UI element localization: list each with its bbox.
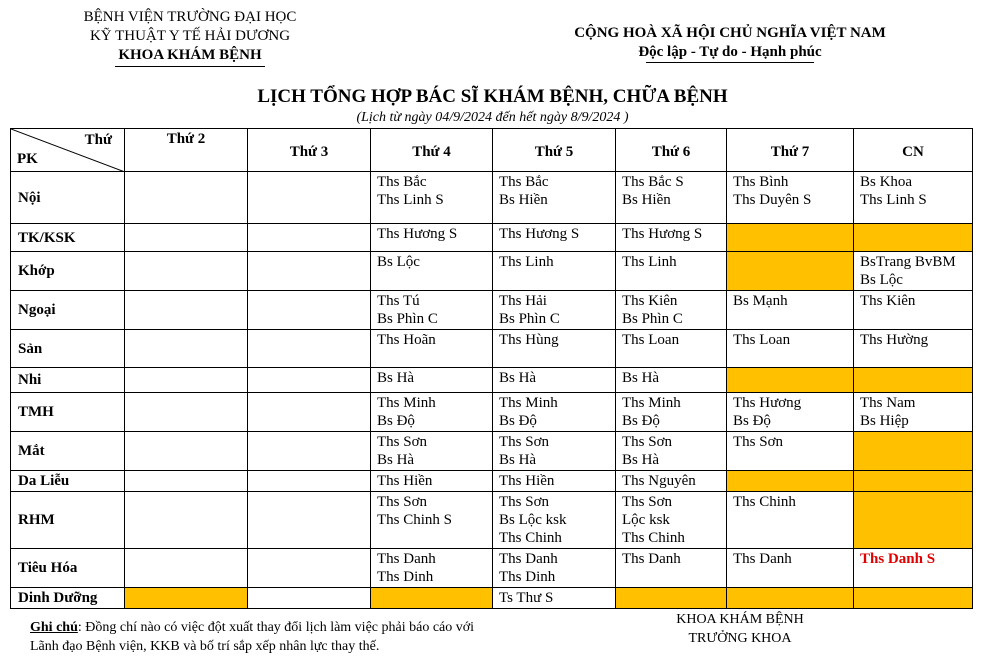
doctor-name: Bs Lộc ksk [499, 512, 567, 528]
schedule-cell [727, 492, 854, 549]
schedule-cell [493, 252, 616, 291]
doctor-name: Ths Chinh [622, 530, 685, 546]
corner-day-label: Thứ [84, 132, 112, 148]
schedule-cell [493, 588, 616, 609]
schedule-cell [125, 588, 248, 609]
schedule-cell [248, 492, 371, 549]
doctor-name: Ths Hoãn [377, 332, 436, 348]
schedule-cell [854, 330, 973, 368]
doctor-name: Ths Linh [499, 254, 554, 270]
table-row [11, 492, 973, 549]
schedule-cell [493, 172, 616, 224]
schedule-cell [371, 393, 493, 432]
schedule-cell [854, 172, 973, 224]
table-row [11, 471, 973, 492]
doctor-name: Ths Hương S [622, 226, 703, 242]
schedule-cell [616, 252, 727, 291]
schedule-cell [854, 471, 973, 492]
schedule-cell [371, 432, 493, 471]
schedule-cell [248, 252, 371, 291]
doctor-name: Bs Phìn C [499, 311, 560, 327]
doctor-name: Ths Linh S [860, 192, 927, 208]
table-row [11, 588, 973, 609]
schedule-cell [727, 330, 854, 368]
day-header: CN [854, 129, 973, 172]
doctor-name: Ths Duyên S [733, 192, 812, 208]
schedule-cell [371, 588, 493, 609]
schedule-cell [371, 549, 493, 588]
schedule-cell [493, 549, 616, 588]
schedule-cell [727, 393, 854, 432]
schedule-cell [616, 492, 727, 549]
department-name: KHOA KHÁM BỆNH [118, 47, 262, 63]
day-header: Thứ 3 [248, 129, 371, 172]
schedule-cell [248, 330, 371, 368]
schedule-cell [727, 172, 854, 224]
schedule-cell [727, 252, 854, 291]
note-text: : Đồng chí nào có việc đột xuất thay đổi lịch làm việc phải báo cáo với Lãnh đạo Bệnh viện, KKB và bố trí sắp xếp nhân lực thay thế. [30, 620, 475, 654]
schedule-cell [727, 471, 854, 492]
doctor-name: Bs Độ [733, 413, 771, 429]
schedule-cell [493, 330, 616, 368]
schedule-cell [493, 471, 616, 492]
signature-department: KHOA KHÁM BỆNH [676, 612, 804, 627]
schedule-cell [616, 224, 727, 252]
schedule-cell [493, 393, 616, 432]
doctor-name: Bs Độ [377, 413, 415, 429]
schedule-cell [248, 432, 371, 471]
hospital-name-line2: KỸ THUẬT Y TẾ HẢI DƯƠNG [89, 28, 291, 44]
doctor-name: Ths Loan [733, 332, 791, 348]
doctor-name: Ths Danh [499, 551, 558, 567]
doctor-name: Ths Bắc [377, 174, 427, 190]
schedule-cell [854, 368, 973, 393]
national-header [545, 24, 915, 63]
schedule-cell [616, 432, 727, 471]
schedule-cell [727, 224, 854, 252]
doctor-name: Bs Mạnh [733, 293, 788, 309]
doctor-name: Bs Lộc [860, 272, 903, 288]
doctor-name: Ths Sơn [499, 494, 550, 510]
schedule-cell [854, 252, 973, 291]
schedule-cell [125, 291, 248, 330]
table-row [11, 291, 973, 330]
schedule-cell [125, 432, 248, 471]
schedule-cell [854, 393, 973, 432]
header-underline [115, 66, 265, 67]
doctor-name: BsTrang BvBM [860, 254, 956, 270]
table-row [11, 172, 973, 224]
schedule-cell [616, 393, 727, 432]
doctor-name: Ths Tú [377, 293, 420, 309]
doctor-name: Bs Độ [622, 413, 660, 429]
schedule-cell [248, 224, 371, 252]
schedule-cell [248, 291, 371, 330]
clinic-name: TMH [11, 393, 125, 432]
table-row [11, 393, 973, 432]
clinic-name: Tiêu Hóa [11, 549, 125, 588]
doctor-name: Ths Minh [622, 395, 681, 411]
schedule-cell [854, 291, 973, 330]
doctor-name: Ths Bắc S [622, 174, 684, 190]
doctor-name: Ths Kiên [860, 293, 916, 309]
document-subtitle: (Lịch từ ngày 04/9/2024 đến hết ngày 8/9/2024 ) [356, 110, 629, 125]
schedule-cell [125, 368, 248, 393]
schedule-cell [125, 492, 248, 549]
doctor-name: Ths Sơn [377, 494, 428, 510]
doctor-name: Ths Hương S [377, 226, 458, 242]
table-row [11, 432, 973, 471]
schedule-cell [125, 224, 248, 252]
doctor-name: Bs Hà [622, 452, 660, 468]
doctor-name: Ths Minh [499, 395, 558, 411]
doctor-name: Ths Dinh [499, 569, 556, 585]
schedule-cell [493, 291, 616, 330]
day-header: Thứ 7 [727, 129, 854, 172]
schedule-cell [727, 368, 854, 393]
doctor-name: Bs Lộc [377, 254, 420, 270]
schedule-cell [616, 588, 727, 609]
schedule-cell [248, 471, 371, 492]
doctor-name: Ths Chinh S [377, 512, 453, 528]
signature-block [640, 610, 840, 648]
schedule-cell [248, 549, 371, 588]
schedule-cell [125, 172, 248, 224]
clinic-name: Khớp [11, 252, 125, 291]
day-header: Thứ 4 [371, 129, 493, 172]
doctor-name: Bs Phìn C [622, 311, 683, 327]
schedule-cell [125, 330, 248, 368]
doctor-name: Bs Hà [622, 370, 660, 386]
doctor-name: Bs Hiền [499, 192, 548, 208]
schedule-cell [248, 588, 371, 609]
hospital-header [40, 8, 340, 67]
doctor-name: Bs Hà [499, 370, 537, 386]
day-header: Thứ 2 [125, 129, 248, 172]
table-row [11, 252, 973, 291]
doctor-name: Bs Hà [377, 370, 415, 386]
schedule-cell [125, 549, 248, 588]
doctor-name: Lộc ksk [622, 512, 670, 528]
table-row [11, 549, 973, 588]
schedule-cell [125, 252, 248, 291]
doctor-name: Ths Sơn [622, 494, 673, 510]
schedule-cell [727, 291, 854, 330]
doctor-name: Ths Linh [622, 254, 677, 270]
schedule-cell [493, 492, 616, 549]
schedule-cell [854, 432, 973, 471]
table-row [11, 368, 973, 393]
doctor-name: Ths Hương S [499, 226, 580, 242]
doctor-name: Ths Hường [860, 332, 929, 348]
note-label: Ghi chú [30, 620, 78, 635]
doctor-name: Ths Danh [622, 551, 681, 567]
schedule-cell [616, 330, 727, 368]
schedule-cell [248, 368, 371, 393]
day-header: Thứ 6 [616, 129, 727, 172]
national-motto: Độc lập - Tự do - Hạnh phúc [638, 44, 822, 60]
doctor-name: Ths Linh S [377, 192, 444, 208]
schedule-cell [248, 393, 371, 432]
clinic-name: Nội [11, 172, 125, 224]
doctor-name: Bs Độ [499, 413, 537, 429]
schedule-cell [371, 492, 493, 549]
doctor-name: Ths Chinh [733, 494, 796, 510]
schedule-cell [854, 492, 973, 549]
schedule-cell [727, 432, 854, 471]
schedule-cell [371, 471, 493, 492]
doctor-name: Ths Sơn [499, 434, 550, 450]
schedule-cell [371, 330, 493, 368]
schedule-cell [493, 432, 616, 471]
schedule-cell [727, 588, 854, 609]
doctor-name: Ths Danh S [860, 551, 936, 567]
schedule-cell [854, 549, 973, 588]
doctor-name: Ths Nam [860, 395, 916, 411]
table-row [11, 330, 973, 368]
doctor-name: Bs Phìn C [377, 311, 438, 327]
document-title: LỊCH TỔNG HỢP BÁC SĨ KHÁM BỆNH, CHỮA BỆNH [257, 86, 728, 107]
schedule-cell [616, 291, 727, 330]
clinic-name: TK/KSK [11, 224, 125, 252]
schedule-cell [371, 368, 493, 393]
doctor-name: Ths Bình [733, 174, 789, 190]
doctor-name: Bs Khoa [860, 174, 913, 190]
doctor-name: Ths Chinh [499, 530, 562, 546]
doctor-name: Ths Nguyên [622, 473, 696, 489]
doctor-name: Ths Loan [622, 332, 680, 348]
schedule-table [10, 128, 973, 609]
clinic-name: Dinh Dưỡng [11, 588, 125, 609]
clinic-name: Sản [11, 330, 125, 368]
schedule-body [11, 172, 973, 609]
schedule-cell [371, 291, 493, 330]
doctor-name: Bs Hà [499, 452, 537, 468]
signature-title: TRƯỞNG KHOA [688, 631, 792, 646]
table-row [11, 224, 973, 252]
doctor-name: Ths Hiền [377, 473, 433, 489]
doctor-name: Ths Sơn [377, 434, 428, 450]
doctor-name: Ths Sơn [733, 434, 784, 450]
clinic-name: Mắt [11, 432, 125, 471]
schedule-cell [371, 224, 493, 252]
doctor-name: Ths Hải [499, 293, 547, 309]
schedule-cell [616, 471, 727, 492]
doctor-name: Ths Kiên [622, 293, 678, 309]
schedule-cell [371, 172, 493, 224]
schedule-header-row [11, 129, 973, 172]
schedule-cell [248, 172, 371, 224]
doctor-name: Ths Danh [377, 551, 436, 567]
schedule-cell [371, 252, 493, 291]
doctor-name: Ths Hương [733, 395, 802, 411]
doctor-name: Ths Dinh [377, 569, 434, 585]
clinic-name: Ngoại [11, 291, 125, 330]
corner-cell [11, 129, 125, 172]
schedule-cell [854, 588, 973, 609]
clinic-name: RHM [11, 492, 125, 549]
doctor-name: Bs Hiệp [860, 413, 909, 429]
doctor-name: Ths Minh [377, 395, 436, 411]
doctor-name: Ts Thư S [499, 590, 554, 606]
doctor-name: Ths Danh [733, 551, 792, 567]
country-name: CỘNG HOÀ XÃ HỘI CHỦ NGHĨA VIỆT NAM [574, 25, 886, 41]
clinic-name: Nhi [11, 368, 125, 393]
schedule-cell [616, 549, 727, 588]
schedule-cell [727, 549, 854, 588]
day-header: Thứ 5 [493, 129, 616, 172]
schedule-cell [125, 393, 248, 432]
schedule-cell [493, 368, 616, 393]
schedule-cell [493, 224, 616, 252]
doctor-name: Bs Hà [377, 452, 415, 468]
hospital-name-line1: BỆNH VIỆN TRƯỜNG ĐẠI HỌC [83, 9, 297, 25]
schedule-cell [125, 471, 248, 492]
schedule-cell [854, 224, 973, 252]
schedule-cell [616, 368, 727, 393]
corner-pk-label: PK [17, 151, 38, 167]
doctor-name: Ths Sơn [622, 434, 673, 450]
clinic-name: Da Liễu [11, 471, 125, 492]
doctor-name: Ths Hiền [499, 473, 555, 489]
doctor-name: Bs Hiền [622, 192, 671, 208]
doctor-name: Ths Bắc [499, 174, 549, 190]
doctor-name: Ths Hùng [499, 332, 559, 348]
schedule-cell [616, 172, 727, 224]
note [30, 618, 500, 656]
motto-underline [646, 62, 814, 63]
